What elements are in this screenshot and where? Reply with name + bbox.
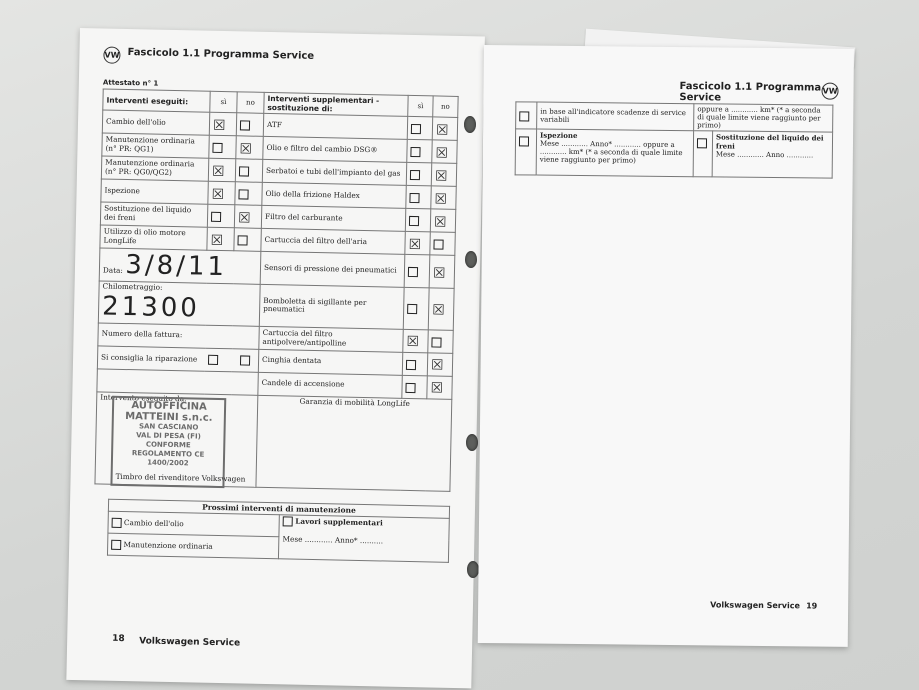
right-row-extra: oppure a ............ km* (* a seconda di quale limite viene raggiunto per primo)	[694, 104, 833, 132]
row-label: Utilizzo di olio motore LongLife	[100, 225, 207, 250]
checkbox[interactable]	[211, 212, 221, 222]
checkbox[interactable]	[519, 136, 529, 146]
stamp-line: REGOLAMENTO CE	[131, 449, 205, 459]
checkmark-icon: ☒	[432, 264, 446, 282]
checkbox[interactable]	[409, 216, 419, 226]
checkmark-icon: ☒	[434, 190, 448, 208]
checkmark-icon: ☒	[210, 232, 224, 249]
col-header-no: no	[237, 92, 264, 114]
checkmark-icon: ☒	[435, 121, 449, 139]
extra-label: Bomboletta di sigillante per pneumatici	[259, 284, 404, 329]
date-label: Data:	[102, 265, 123, 275]
binder-hole	[464, 116, 476, 133]
checkmark-icon: ☒	[239, 140, 253, 158]
checkmark-icon: ☒	[434, 167, 448, 185]
checkbox[interactable]	[283, 516, 293, 526]
checkmark-icon: ☒	[211, 163, 225, 180]
right-table	[515, 101, 834, 178]
right-row-detail: Mese ............ Anno* ............ oppure a ............ km* (* a seconda di quale limite viene raggiunto per primo)	[539, 139, 683, 165]
extra-label: Serbatoi e tubi dell'impianto del gas	[262, 159, 406, 185]
mobility-label: Garanzia di mobilità LongLife	[256, 395, 452, 491]
page-number: 18	[112, 633, 125, 645]
checkbox[interactable]	[240, 120, 250, 130]
checkbox[interactable]	[240, 355, 250, 365]
attestation-label: Attestato n° 1	[102, 78, 159, 88]
checkmark-icon: ☒	[430, 357, 444, 374]
row-label: Ispezione	[101, 179, 208, 204]
checkbox[interactable]	[112, 517, 122, 527]
repair-label: Si consiglia la riparazione	[101, 352, 198, 364]
checkmark-icon: ☒	[433, 213, 447, 231]
checkmark-icon: ☒	[431, 302, 445, 319]
checkbox[interactable]	[406, 359, 416, 369]
extra-label: Cartuccia del filtro antipolvere/antipolline	[259, 326, 403, 352]
invoice-label: Numero della fattura:	[98, 323, 259, 349]
checkbox[interactable]	[409, 193, 419, 203]
dealer-stamp	[110, 396, 226, 488]
checkbox[interactable]	[237, 235, 247, 245]
checkbox[interactable]	[433, 239, 443, 249]
date-value: 3/8/11	[125, 250, 228, 283]
page-title-right: Fascicolo 1.1 Programma Service	[679, 81, 822, 104]
row-label: Manutenzione ordinaria (n° PR: QG0/QG2)	[101, 156, 208, 181]
binder-hole	[465, 251, 477, 268]
checkmark-icon: ☒	[212, 117, 226, 134]
binder-hole	[467, 561, 479, 578]
right-page	[478, 45, 854, 647]
next-item: Lavori supplementari	[295, 516, 383, 528]
checkbox[interactable]	[208, 354, 218, 364]
row-label: Sostituzione del liquido dei freni	[100, 202, 207, 227]
footer-brand-right: Volkswagen Service	[710, 600, 800, 611]
checkbox[interactable]	[431, 337, 441, 347]
row-label: Manutenzione ordinaria (n° PR: QG1)	[102, 133, 209, 158]
next-item: Manutenzione ordinaria	[123, 539, 213, 551]
binder-hole	[466, 434, 478, 451]
mileage-value: 21300	[101, 291, 201, 324]
page-number-right: 19	[806, 601, 818, 611]
next-month-field: Mese ............ Anno* ..........	[282, 533, 384, 546]
checkbox[interactable]	[239, 166, 249, 176]
checkmark-icon: ☒	[430, 380, 444, 397]
col-header-extra: Interventi supplementari - sostituzione di:	[264, 92, 408, 116]
col-header-done: Interventi eseguiti:	[103, 89, 210, 112]
mileage-label: Chilometraggio:	[102, 281, 163, 292]
extra-label: Olio e filtro del cambio DSG®	[263, 136, 407, 162]
checkbox[interactable]	[408, 267, 418, 277]
col-header-no2: no	[433, 96, 458, 118]
checkbox[interactable]	[111, 539, 121, 549]
checkbox[interactable]	[411, 124, 421, 134]
stamp-line: CONFORME	[145, 440, 191, 450]
footer-brand: Volkswagen Service	[139, 636, 241, 649]
checkmark-icon: ☒	[406, 334, 420, 351]
stamp-caption: Timbro del rivenditore Volkswagen	[115, 471, 246, 484]
extra-label: Cartuccia del filtro dell'aria	[261, 228, 405, 254]
checkmark-icon: ☒	[237, 209, 251, 227]
checkbox[interactable]	[407, 304, 417, 314]
next-maintenance-title: Prossimi interventi di manutenzione	[108, 499, 449, 518]
checkbox[interactable]	[697, 138, 707, 148]
stamp-line: MATTEINI s.n.c.	[125, 411, 213, 424]
left-page	[66, 28, 485, 688]
page-title: Fascicolo 1.1 Programma Service	[127, 47, 315, 62]
extra-label: Cinghia dentata	[258, 349, 402, 375]
col-header-yes: sì	[210, 91, 237, 113]
stamp-line: VAL DI PESA (FI)	[136, 431, 201, 441]
extra-label: Filtro del carburante	[261, 205, 405, 231]
vw-logo-icon: VW	[821, 83, 838, 100]
checkbox[interactable]	[238, 189, 248, 199]
checkbox[interactable]	[405, 382, 415, 392]
vw-logo-icon: VW	[103, 46, 120, 63]
row-label: Cambio dell'olio	[102, 110, 209, 135]
checkbox[interactable]	[212, 143, 222, 153]
next-item: Cambio dell'olio	[123, 517, 184, 528]
extra-label: Olio della frizione Haldex	[262, 182, 406, 208]
checkmark-icon: ☒	[211, 186, 225, 203]
performed-label: Intervento eseguito da:	[100, 392, 187, 403]
right-row-label: in base all'indicatore scadenze di service variabili	[537, 102, 694, 131]
checkmark-icon: ☒	[408, 236, 422, 253]
right-row-extra: Sostituzione del liquido dei freni	[715, 132, 824, 151]
col-header-yes2: sì	[408, 95, 433, 117]
checkmark-icon: ☒	[435, 144, 449, 162]
checkbox[interactable]	[410, 147, 420, 157]
extra-label: ATF	[263, 113, 407, 139]
stamp-line: SAN CASCIANO	[138, 422, 199, 432]
right-row-label: Ispezione	[540, 130, 578, 140]
right-row-extra-detail: Mese ............ Anno ............	[715, 150, 814, 160]
stamp-line: 1400/2002	[147, 458, 189, 468]
extra-label: Candele di accensione	[258, 372, 402, 398]
stamp-line: AUTOFFICINA	[131, 400, 207, 413]
checkbox[interactable]	[410, 170, 420, 180]
extra-label: Sensori di pressione dei pneumatici	[260, 251, 405, 287]
checkbox[interactable]	[519, 111, 529, 121]
next-maintenance-table	[107, 499, 450, 563]
